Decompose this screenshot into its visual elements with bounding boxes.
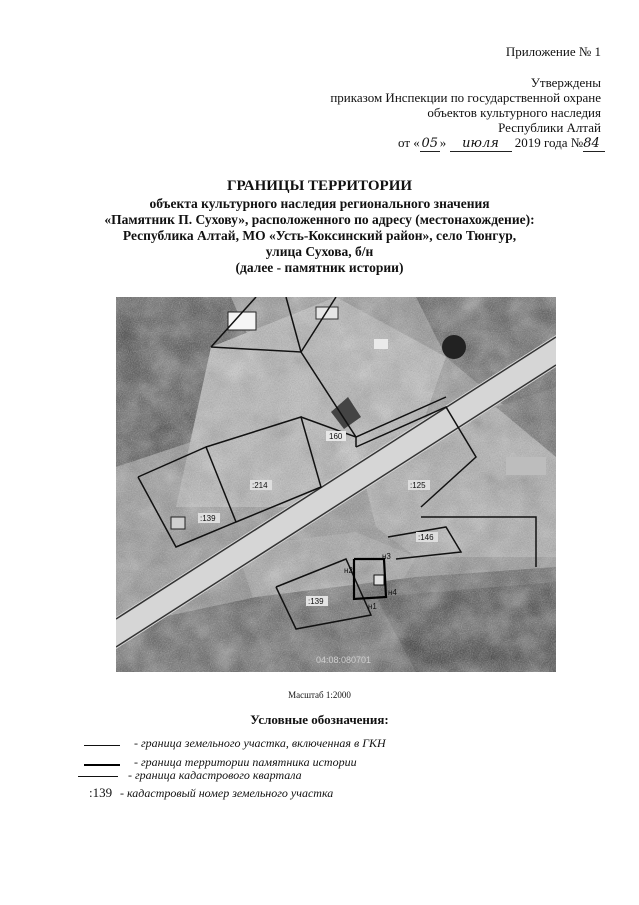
- title-line-2: объекта культурного наследия регионального значения: [149, 196, 490, 211]
- legend-item-gkn: - граница земельного участка, включенная в ГКН: [134, 736, 386, 750]
- title-line-6: (далее - памятник истории): [235, 260, 404, 275]
- appendix-label: Приложение № 1: [505, 44, 601, 59]
- order-date-line: [398, 135, 605, 152]
- title-line-3: «Памятник П. Сухову», расположенного по адресу (местонахождение):: [104, 212, 535, 227]
- document-title: ГРАНИЦЫ ТЕРРИТОРИИ: [226, 178, 413, 194]
- satellite-map: [116, 297, 556, 672]
- date-day: 05: [421, 136, 439, 151]
- order-line-3: Республики Алтай: [498, 120, 601, 135]
- map-label: :125: [410, 481, 426, 490]
- map-label: н2: [344, 566, 353, 575]
- legend-line-monument: [84, 764, 120, 766]
- map-label: н4: [388, 588, 397, 597]
- legend-line-quarter: [78, 776, 118, 777]
- date-prefix: от «: [398, 135, 420, 150]
- date-mid: »: [439, 135, 447, 150]
- legend-line-gkn: [84, 745, 120, 746]
- title-line-5: улица Сухова, б/н: [265, 244, 374, 259]
- date-year: 2019 года №: [514, 135, 584, 150]
- legend-title: Условные обозначения:: [250, 712, 389, 727]
- order-number: 84: [583, 136, 605, 152]
- map-label: н1: [368, 602, 377, 611]
- map-label: :139: [200, 514, 216, 523]
- title-line-4: Республика Алтай, МО «Усть-Коксинский район», село Тюнгур,: [122, 228, 517, 243]
- legend-item-cadastral: - кадастровый номер земельного участка: [120, 786, 334, 800]
- legend-item-monument: - граница территории памятника истории: [134, 755, 357, 769]
- legend-symbol-cadastral: :139: [89, 785, 113, 800]
- order-line-1: приказом Инспекции по государственной охране: [330, 90, 601, 105]
- map-label: :214: [252, 481, 268, 490]
- legend-item-quarter: - граница кадастрового квартала: [128, 768, 302, 782]
- date-month: июля: [450, 136, 512, 152]
- approved-label: Утверждены: [530, 75, 601, 90]
- map-watermark: 04:08:080701: [316, 655, 372, 665]
- map-label: :139: [308, 597, 324, 606]
- map-image: [116, 297, 556, 672]
- map-label: н3: [382, 552, 391, 561]
- map-scale: Масштаб 1:2000: [288, 690, 351, 700]
- map-label: 160: [329, 432, 343, 441]
- map-label: :146: [418, 533, 434, 542]
- order-line-2: объектов культурного наследия: [427, 105, 601, 120]
